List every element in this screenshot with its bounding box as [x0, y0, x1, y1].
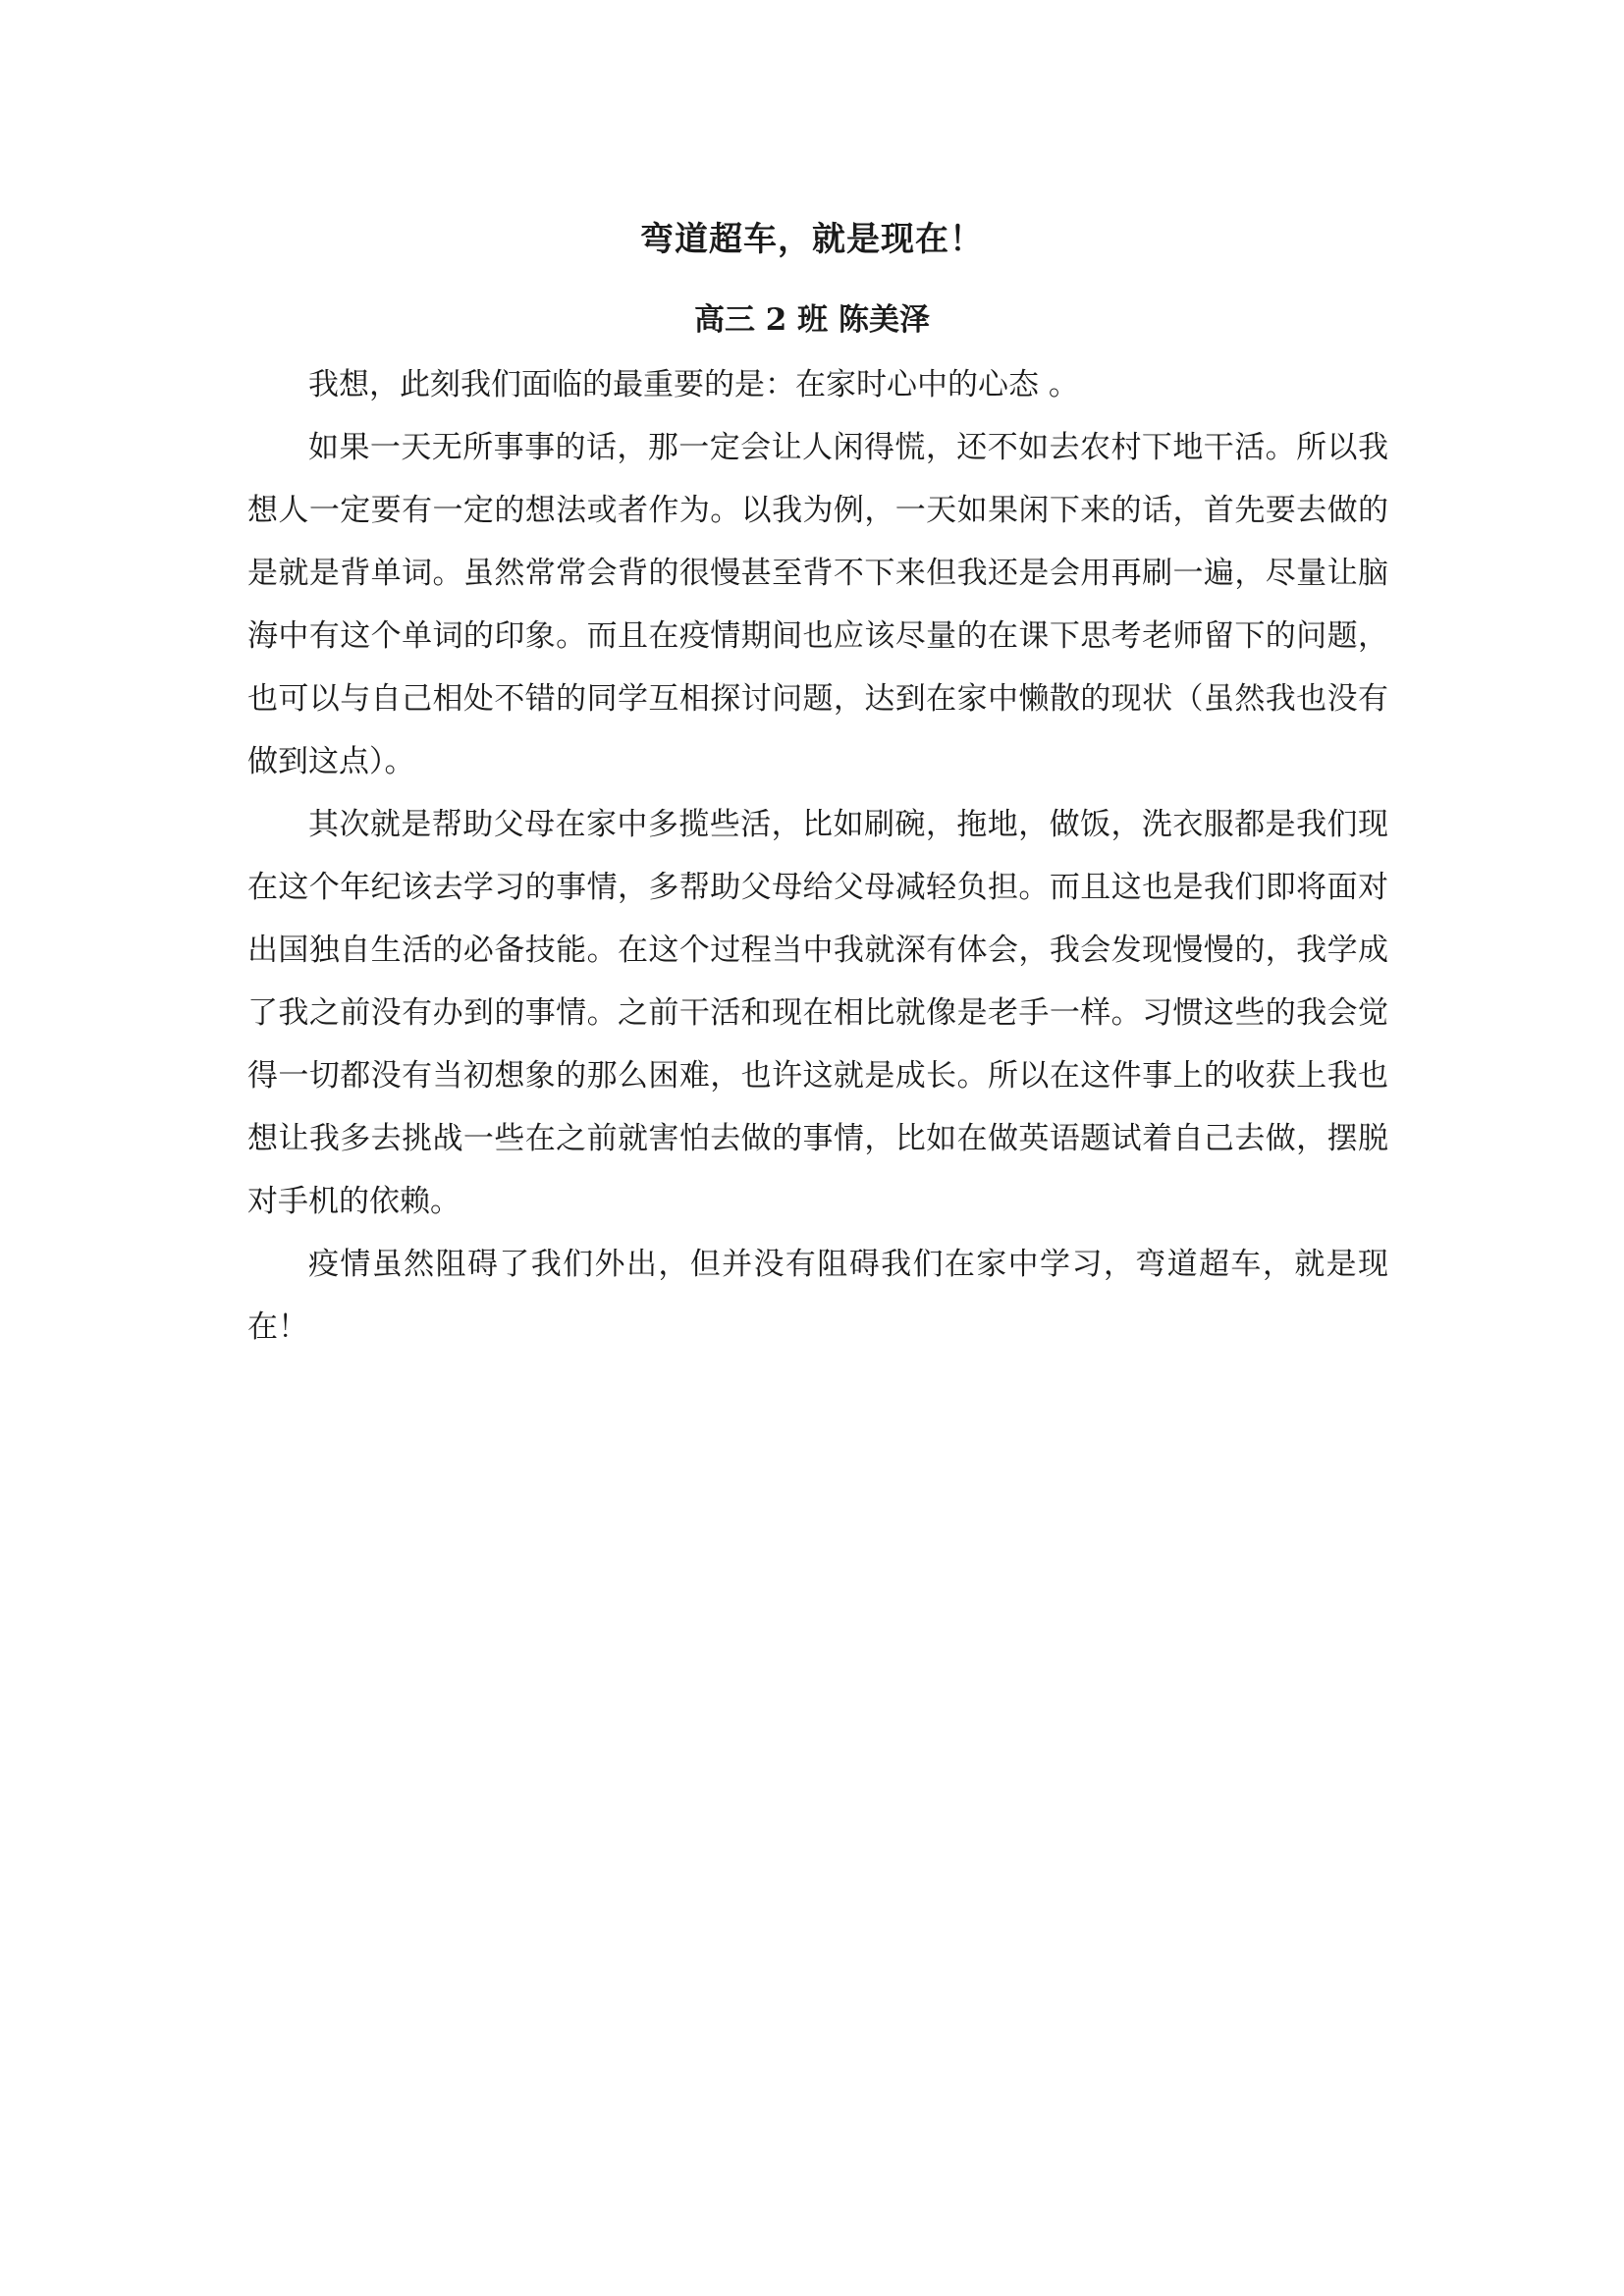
essay-title: 弯道超车，就是现在！	[640, 220, 984, 259]
paragraph: 疫情虽然阻碍了我们外出，但并没有阻碍我们在家中学习，弯道超车，就是现在！	[247, 1247, 1388, 1345]
author-byline: 高三 2 班 陈美泽	[694, 302, 930, 338]
paragraph: 我想，此刻我们面临的最重要的是：在家时心中的心态 。	[308, 367, 1079, 402]
paragraph: 如果一天无所事事的话，那一定会让人闲得慌，还不如去农村下地干活。所以我想人一定要有一定的想法或者作为。以我为例，一天如果闲下来的话，首先要去做的是就是背单词。虽然常常会背的很慢甚至背不下来但我还是会用再刷一遍，尽量让脑海中有这个单词的印象。而且在疫情期间也应该尽量的在课下思考老师留下的问题，也可以与自己相处不错的同学互相探讨问题，达到在家中懒散的现状（虽然我也没有做到这点）。	[247, 430, 1388, 779]
essay-body	[247, 353, 1388, 1359]
paragraph: 其次就是帮助父母在家中多揽些活，比如刷碗，拖地，做饭，洗衣服都是我们现在这个年纪该去学习的事情，多帮助父母给父母减轻负担。而且这也是我们即将面对出国独自生活的必备技能。在这个过程当中我就深有体会，我会发现慢慢的，我学成了我之前没有办到的事情。之前干活和现在相比就像是老手一样。习惯这些的我会觉得一切都没有当初想象的那么困难，也许这就是成长。所以在这件事上的收获上我也想让我多去挑战一些在之前就害怕去做的事情，比如在做英语题试着自己去做，摆脱对手机的依赖。	[247, 807, 1388, 1219]
